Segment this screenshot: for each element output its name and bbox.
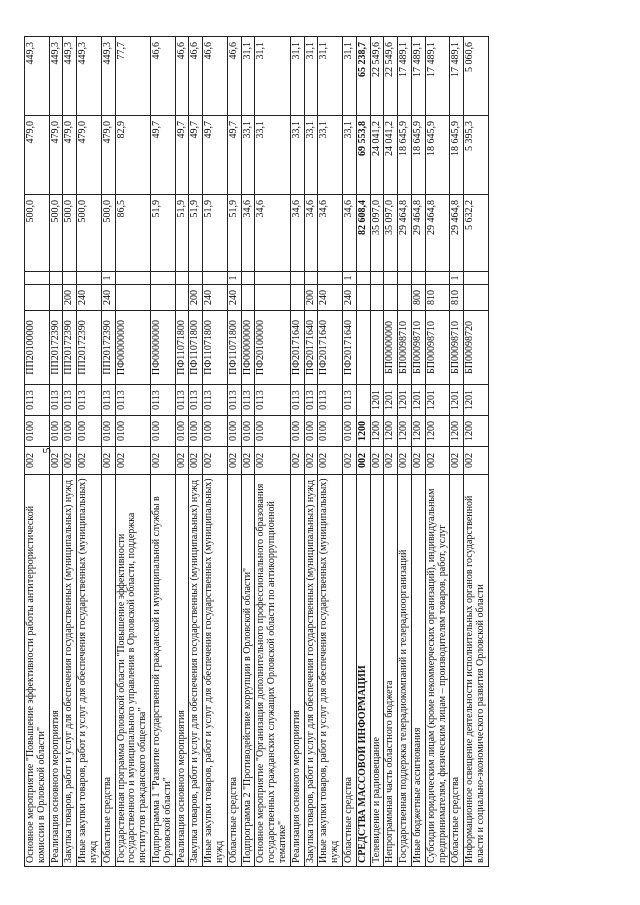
value-year-1: 5 632,2 (464, 195, 489, 272)
value-year-1: 500,0 (77, 195, 102, 272)
section-code: 1200 (464, 416, 489, 447)
ministry-code: 002 (150, 447, 175, 475)
value-year-1: 500,0 (101, 195, 115, 272)
value-year-3: 17 489,1 (398, 37, 412, 116)
value-year-3: 22 549,6 (384, 37, 398, 116)
value-year-2: 49,7 (150, 116, 175, 195)
section-code: 0100 (25, 416, 50, 447)
row-name: Информационное освещение деятельности исполнительных органов государственной власти и социально-экономического развития Орловской области (464, 475, 489, 867)
subsection-code: 0113 (255, 385, 290, 416)
section-code: 1200 (411, 416, 425, 447)
funding-source-code: 1 (342, 272, 356, 285)
value-year-3: 46,6 (175, 37, 189, 116)
section-code: 0100 (290, 416, 304, 447)
value-year-3: 449,3 (77, 37, 102, 116)
funding-source-code (255, 272, 290, 285)
funding-source-code: 1 (101, 272, 115, 285)
funding-source-code (425, 272, 450, 285)
value-year-1: 29 464,8 (411, 195, 425, 272)
section-code: 0100 (63, 416, 77, 447)
target-code: ПФ00000000 (241, 311, 255, 385)
value-year-2: 24 041,2 (370, 116, 384, 195)
value-year-3: 65 238,7 (356, 37, 370, 116)
ministry-code: 002 (255, 447, 290, 475)
subsection-code: 1201 (450, 385, 464, 416)
row-name: Основное мероприятие "Повышение эффективности работы антитеррористической комиссии в Орловской области" (25, 475, 50, 867)
row-name: Реализация основного мероприятия (49, 475, 63, 867)
ministry-code: 002 (450, 447, 464, 475)
subsection-code: 1201 (464, 385, 489, 416)
value-year-3: 17 489,1 (425, 37, 450, 116)
ministry-code: 002 (411, 447, 425, 475)
value-year-2: 5 395,3 (464, 116, 489, 195)
expense-type-code (356, 285, 370, 311)
subsection-code: 0113 (25, 385, 50, 416)
section-code: 0100 (241, 416, 255, 447)
value-year-1: 51,9 (189, 195, 203, 272)
row-name: Иные бюджетные ассигнования (411, 475, 425, 867)
ministry-code: 002 (25, 447, 50, 475)
funding-source-code (203, 272, 228, 285)
ministry-code: 002 (77, 447, 102, 475)
value-year-1: 34,6 (318, 195, 343, 272)
value-year-1: 35 097,0 (384, 195, 398, 272)
funding-source-code (384, 272, 398, 285)
ministry-code: 002 (464, 447, 489, 475)
expense-type-code (255, 285, 290, 311)
value-year-1: 29 464,8 (398, 195, 412, 272)
ministry-code: 002 (290, 447, 304, 475)
value-year-3: 46,6 (150, 37, 175, 116)
expense-type-code: 240 (342, 285, 356, 311)
value-year-2: 33,1 (255, 116, 290, 195)
subsection-code: 0113 (189, 385, 203, 416)
section-code: 0100 (203, 416, 228, 447)
target-code: БП00098710 (425, 311, 450, 385)
row-name: Государственная поддержка телерадиокомпаний и телерадиоорганизаций (398, 475, 412, 867)
row-name: Закупка товаров, работ и услуг для обеспечения государственных (муниципальных) нужд (63, 475, 77, 867)
row-name: Иные закупки товаров, работ и услуг для обеспечения государственных (муниципальных) нужд (203, 475, 228, 867)
row-name: СРЕДСТВА МАССОВОЙ ИНФОРМАЦИИ (356, 475, 370, 867)
ministry-code: 002 (49, 447, 63, 475)
section-code: 1200 (450, 416, 464, 447)
funding-source-code (115, 272, 150, 285)
table-row (356, 37, 370, 867)
value-year-3: 5 060,6 (464, 37, 489, 116)
row-name: Закупка товаров, работ и услуг для обеспечения государственных (муниципальных) нужд (189, 475, 203, 867)
section-code: 0100 (101, 416, 115, 447)
table-body (25, 37, 489, 867)
target-code: ПФ20171640 (342, 311, 356, 385)
subsection-code: 0113 (115, 385, 150, 416)
row-name: Непрограммная часть областного бюджета (384, 475, 398, 867)
value-year-1: 500,0 (63, 195, 77, 272)
expense-type-code: 200 (63, 285, 77, 311)
section-code: 0100 (175, 416, 189, 447)
section-code: 0100 (227, 416, 241, 447)
value-year-3: 22 549,6 (370, 37, 384, 116)
rotated-document (24, 37, 616, 867)
value-year-3: 449,3 (63, 37, 77, 116)
row-name: Закупка товаров, работ и услуг для обеспечения государственных (муниципальных) нужд (304, 475, 318, 867)
value-year-2: 33,1 (342, 116, 356, 195)
subsection-code: 0113 (49, 385, 63, 416)
value-year-1: 35 097,0 (370, 195, 384, 272)
expense-type-code: 240 (318, 285, 343, 311)
value-year-3: 449,3 (49, 37, 63, 116)
subsection-code: 0113 (150, 385, 175, 416)
table-row (241, 37, 255, 867)
value-year-2: 479,0 (101, 116, 115, 195)
target-code: ПФ20171640 (290, 311, 304, 385)
expense-type-code (464, 285, 489, 311)
value-year-1: 51,9 (175, 195, 189, 272)
value-year-3: 31,1 (318, 37, 343, 116)
expense-type-code (398, 285, 412, 311)
value-year-3: 449,3 (25, 37, 50, 116)
ministry-code: 002 (227, 447, 241, 475)
table-row (25, 37, 50, 867)
target-code: ПФ20171640 (318, 311, 343, 385)
subsection-code: 0113 (342, 385, 356, 416)
subsection-code: 0113 (241, 385, 255, 416)
target-code: ПФ11071800 (189, 311, 203, 385)
funding-source-code (411, 272, 425, 285)
expense-type-code: 200 (189, 285, 203, 311)
expense-type-code: 810 (450, 285, 464, 311)
subsection-code: 1201 (425, 385, 450, 416)
value-year-2: 82,9 (115, 116, 150, 195)
table-row (255, 37, 290, 867)
target-code (370, 311, 384, 385)
subsection-code: 0113 (318, 385, 343, 416)
row-name: Основное мероприятие "Организация дополнительного профессионального образования государственных гражданских служащих Орловской области по антикоррупционной тематике" (255, 475, 290, 867)
table-row (342, 37, 356, 867)
expense-type-code (150, 285, 175, 311)
value-year-3: 46,6 (227, 37, 241, 116)
value-year-2: 479,0 (77, 116, 102, 195)
value-year-2: 18 645,9 (450, 116, 464, 195)
table-row (150, 37, 175, 867)
expense-type-code (384, 285, 398, 311)
target-code: ПП20172390 (77, 311, 102, 385)
section-code: 0100 (318, 416, 343, 447)
expense-type-code: 240 (101, 285, 115, 311)
funding-source-code (318, 272, 343, 285)
value-year-3: 46,6 (203, 37, 228, 116)
ministry-code: 002 (304, 447, 318, 475)
value-year-2: 479,0 (63, 116, 77, 195)
ministry-code: 002 (241, 447, 255, 475)
table-row (77, 37, 102, 867)
value-year-2: 69 553,8 (356, 116, 370, 195)
value-year-2: 18 645,9 (411, 116, 425, 195)
expense-type-code (49, 285, 63, 311)
target-code: БП00000000 (384, 311, 398, 385)
value-year-3: 46,6 (189, 37, 203, 116)
target-code: ПП20172390 (101, 311, 115, 385)
value-year-2: 33,1 (304, 116, 318, 195)
target-code: ПФ20100000 (255, 311, 290, 385)
expense-type-code: 240 (77, 285, 102, 311)
section-code: 0100 (49, 416, 63, 447)
funding-source-code: 1 (450, 272, 464, 285)
section-code: 0100 (304, 416, 318, 447)
value-year-3: 31,1 (304, 37, 318, 116)
value-year-1: 86,5 (115, 195, 150, 272)
table-row (49, 37, 63, 867)
row-name: Областные средства (450, 475, 464, 867)
table-row (318, 37, 343, 867)
table-row (384, 37, 398, 867)
row-name: Областные средства (342, 475, 356, 867)
expense-type-code: 810 (425, 285, 450, 311)
target-code: ПП20100000 (25, 311, 50, 385)
funding-source-code (464, 272, 489, 285)
target-code: ПП20172390 (49, 311, 63, 385)
table-row (63, 37, 77, 867)
subsection-code: 0113 (175, 385, 189, 416)
expense-type-code (241, 285, 255, 311)
expense-type-code: 240 (203, 285, 228, 311)
row-name: Реализация основного мероприятия (290, 475, 304, 867)
value-year-3: 31,1 (290, 37, 304, 116)
table-row (411, 37, 425, 867)
table-row (398, 37, 412, 867)
value-year-3: 31,1 (241, 37, 255, 116)
ministry-code: 002 (63, 447, 77, 475)
funding-source-code (398, 272, 412, 285)
subsection-code: 1201 (370, 385, 384, 416)
value-year-2: 49,7 (227, 116, 241, 195)
table-row (175, 37, 189, 867)
budget-table (24, 36, 489, 867)
ministry-code: 002 (342, 447, 356, 475)
section-code: 0100 (150, 416, 175, 447)
table-row (290, 37, 304, 867)
value-year-3: 449,3 (101, 37, 115, 116)
funding-source-code (63, 272, 77, 285)
subsection-code: 1201 (398, 385, 412, 416)
subsection-code: 1201 (384, 385, 398, 416)
target-code: ПФ11071800 (203, 311, 228, 385)
table-row (189, 37, 203, 867)
section-code: 1200 (356, 416, 370, 447)
section-code: 1200 (384, 416, 398, 447)
subsection-code: 0113 (290, 385, 304, 416)
value-year-1: 82 608,4 (356, 195, 370, 272)
ministry-code: 002 (370, 447, 384, 475)
funding-source-code: 1 (227, 272, 241, 285)
section-code: 0100 (77, 416, 102, 447)
value-year-1: 29 464,8 (450, 195, 464, 272)
value-year-2: 479,0 (25, 116, 50, 195)
subsection-code: 1201 (411, 385, 425, 416)
ministry-code: 002 (189, 447, 203, 475)
table-row (304, 37, 318, 867)
value-year-1: 51,9 (203, 195, 228, 272)
value-year-1: 29 464,8 (425, 195, 450, 272)
subsection-code: 0113 (77, 385, 102, 416)
ministry-code: 002 (101, 447, 115, 475)
target-code: БП00098710 (450, 311, 464, 385)
table-row (115, 37, 150, 867)
value-year-1: 34,6 (255, 195, 290, 272)
row-name: Государственная программа Орловской области "Повышение эффективности государственного и муниципального управления в Орловской области, поддержка институтов гражданского общества" (115, 475, 150, 867)
section-code: 0100 (255, 416, 290, 447)
value-year-2: 479,0 (49, 116, 63, 195)
value-year-1: 34,6 (241, 195, 255, 272)
table-row (450, 37, 464, 867)
row-name: Телевидение и радиовещание (370, 475, 384, 867)
section-code: 1200 (425, 416, 450, 447)
value-year-2: 18 645,9 (425, 116, 450, 195)
value-year-1: 500,0 (49, 195, 63, 272)
subsection-code: 0113 (101, 385, 115, 416)
row-name: Областные средства (227, 475, 241, 867)
value-year-1: 51,9 (227, 195, 241, 272)
value-year-3: 31,1 (255, 37, 290, 116)
table-row (464, 37, 489, 867)
value-year-1: 34,6 (342, 195, 356, 272)
subsection-code: 0113 (304, 385, 318, 416)
expense-type-code: 800 (411, 285, 425, 311)
value-year-2: 33,1 (241, 116, 255, 195)
row-name: Иные закупки товаров, работ и услуг для обеспечения государственных (муниципальных) нужд (318, 475, 343, 867)
value-year-3: 17 489,1 (450, 37, 464, 116)
ministry-code: 002 (203, 447, 228, 475)
value-year-2: 24 041,2 (384, 116, 398, 195)
value-year-3: 77,7 (115, 37, 150, 116)
funding-source-code (77, 272, 102, 285)
row-name: Реализация основного мероприятия (175, 475, 189, 867)
row-name: Подпрограмма 1 "Развитие государственной гражданской и муниципальной службы в Орловской области" (150, 475, 175, 867)
expense-type-code: 240 (227, 285, 241, 311)
target-code: БП00098710 (411, 311, 425, 385)
table-row (370, 37, 384, 867)
target-code: ПФ11071800 (175, 311, 189, 385)
row-name: Областные средства (101, 475, 115, 867)
section-code: 0100 (342, 416, 356, 447)
value-year-3: 17 489,1 (411, 37, 425, 116)
section-code: 0100 (115, 416, 150, 447)
ministry-code: 002 (318, 447, 343, 475)
value-year-1: 34,6 (304, 195, 318, 272)
value-year-2: 49,7 (175, 116, 189, 195)
funding-source-code (241, 272, 255, 285)
target-code: ПП20172390 (63, 311, 77, 385)
value-year-2: 49,7 (203, 116, 228, 195)
value-year-3: 31,1 (342, 37, 356, 116)
target-code (356, 311, 370, 385)
funding-source-code (290, 272, 304, 285)
funding-source-code (356, 272, 370, 285)
row-name: Субсидии юридическим лицам (кроме некоммерческих организаций), индивидуальным предпринимателям, физическим лицам – производителям товаров, работ, услуг (425, 475, 450, 867)
subsection-code: 0113 (63, 385, 77, 416)
value-year-2: 49,7 (189, 116, 203, 195)
value-year-1: 51,9 (150, 195, 175, 272)
ministry-code: 002 (356, 447, 370, 475)
expense-type-code: 200 (304, 285, 318, 311)
table-row (101, 37, 115, 867)
expense-type-code (115, 285, 150, 311)
table-row (425, 37, 450, 867)
value-year-1: 34,6 (290, 195, 304, 272)
row-name: Подпрограмма 2 "Противодействие коррупции в Орловской области" (241, 475, 255, 867)
subsection-code: 0113 (203, 385, 228, 416)
expense-type-code (290, 285, 304, 311)
table-row (203, 37, 228, 867)
section-code: 1200 (398, 416, 412, 447)
ministry-code: 002 (384, 447, 398, 475)
expense-type-code (370, 285, 384, 311)
expense-type-code (25, 285, 50, 311)
subsection-code: 0113 (227, 385, 241, 416)
funding-source-code (49, 272, 63, 285)
target-code: ПФ00000000 (115, 311, 150, 385)
target-code: ПФ11071800 (227, 311, 241, 385)
ministry-code: 002 (175, 447, 189, 475)
target-code: ПФ20171640 (304, 311, 318, 385)
section-code: 0100 (189, 416, 203, 447)
funding-source-code (304, 272, 318, 285)
row-name: Иные закупки товаров, работ и услуг для обеспечения государственных (муниципальных) нужд (77, 475, 102, 867)
ministry-code: 002 (115, 447, 150, 475)
value-year-2: 33,1 (290, 116, 304, 195)
target-code: ПФ00000000 (150, 311, 175, 385)
ministry-code: 002 (425, 447, 450, 475)
target-code: БП00098710 (398, 311, 412, 385)
expense-type-code (175, 285, 189, 311)
funding-source-code (189, 272, 203, 285)
subsection-code (356, 385, 370, 416)
value-year-2: 18 645,9 (398, 116, 412, 195)
section-code: 1200 (370, 416, 384, 447)
value-year-1: 500,0 (25, 195, 50, 272)
funding-source-code (150, 272, 175, 285)
funding-source-code (25, 272, 50, 285)
funding-source-code (370, 272, 384, 285)
page-number: 5 (39, 447, 54, 454)
ministry-code: 002 (398, 447, 412, 475)
value-year-2: 33,1 (318, 116, 343, 195)
target-code: БП00098720 (464, 311, 489, 385)
table-row (227, 37, 241, 867)
funding-source-code (175, 272, 189, 285)
